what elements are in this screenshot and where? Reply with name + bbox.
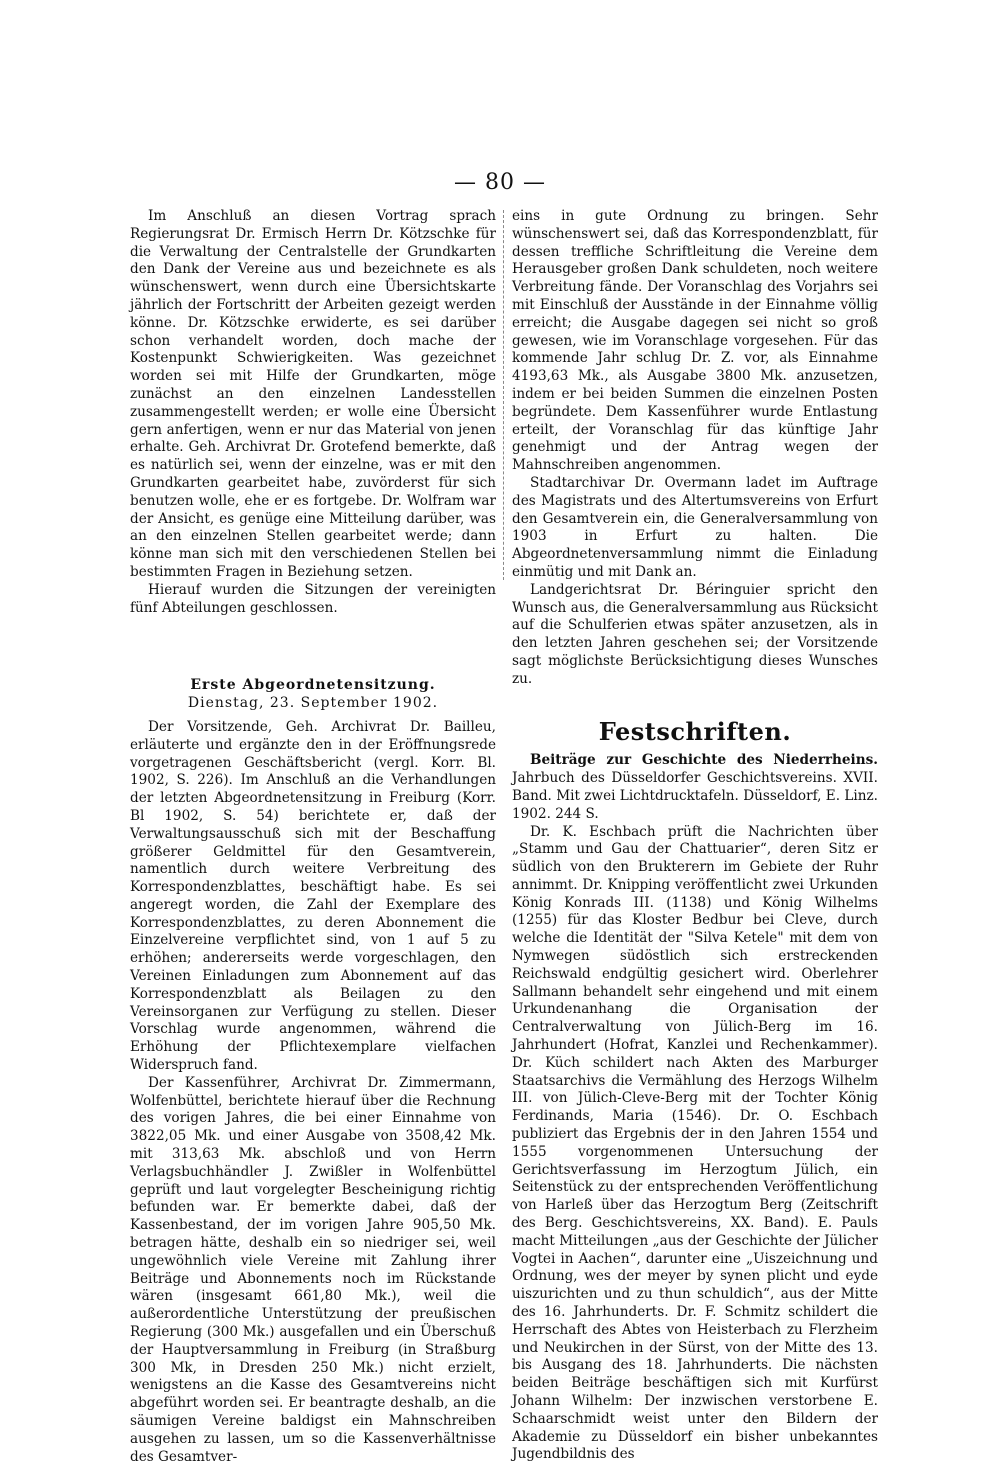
festschriften-heading: Festschriften. <box>598 716 792 746</box>
paragraph: Der Vorsitzende, Geh. Archivrat Dr. Bailleu, erläuterte und ergänzte den in der Eröffnungsrede vorgetragenen Geschäftsbericht (vergl. Korr. Bl. 1902, S. 226). Im Anschluß an die Verhandlungen der letzten Abgeordnetensitzung in Freiburg (Korr. Bl 1902, S. 54) berichtete er, daß der Verwaltungsausschuß sich mit der Beschaffung größerer Geldmittel für den Gesamtverein, namentlich durch weitere Verbreitung des Korrespondenzblattes, beschäftigt habe. Es sei angeregt worden, die Zahl der Exemplare des Korrespondenzblattes, zu deren Abonnement die Einzelvereine verpflichtet sind, von 1 auf 5 zu erhöhen; andererseits werde vorgeschlagen, den Vereinen Einladungen zum Abonnement auf das Korrespondenzblatt als Beilagen zu den Vereinsorganen zur Verfügung zu stellen. Dieser Vorschlag wurde angenommen, während die Erhöhung der Pflichtexemplare vielfachen Widerspruch fand. <box>130 718 496 1074</box>
paragraph: eins in gute Ordnung zu bringen. Sehr wünschenswert sei, daß das Korrespondenzblatt, für dessen treffliche Schriftleitung die Vereine dem Herausgeber großen Dank schuldeten, noch weitere Verbreitung fände. Der Voranschlag des Vorjahrs sei mit Einschluß der Ausstände in der Einnahme völlig erreicht; die Ausgabe dagegen sei nicht so groß gewesen, wie im Voranschlage vorgesehen. Für das kommende Jahr schlug Dr. Z. vor, als Einnahme 4193,63 Mk., als Ausgabe 3800 Mk. anzusetzen, indem er bei beiden Summen die einzelnen Posten begründete. Dem Kassenführer wurde Entlastung erteilt, der Voranschlag für das künftige Jahr genehmigt und der Antrag wegen der Mahnschreiben angenommen. <box>512 208 878 474</box>
paragraph: Der Kassenführer, Archivrat Dr. Zimmermann, Wolfenbüttel, berichtete hierauf über die Rechnung des vorigen Jahres, die bei einer Einnahme von 3822,05 Mk. und einer Ausgabe von 3508,42 Mk. mit 313,63 Mk. abschloß und von Herrn Verlagsbuchhändler J. Zwißler in Wolfenbüttel geprüft und laut vorgelegter Bescheinigung richtig befunden war. Er bemerkte dabei, daß der Kassenbestand, der im vorigen Jahre 905,50 Mk. betragen hätte, deshalb ein so niedriger sei, weil ungewöhnlich viele Vereine mit Zahlung ihrer Beiträge und Abonnements noch im Rückstande wären (insgesamt 661,80 Mk.), weil die außerordentliche Unterstützung der preußischen Regierung (300 Mk.) ausgefallen und ein Überschuß der Hauptversammlung in Freiburg (in Straßburg 300 Mk, in Dresden 250 Mk.) nicht erzielt, wenigstens an die Kasse des Gesamtvereins nicht abgeführt worden sei. Er beantragte deshalb, an die säumigen Vereine baldigst ein Mahnschreiben ausgehen zu lassen, um so die Kassenverhältnisse des Gesamtver- <box>130 1074 496 1465</box>
page-number: — 80 — <box>454 170 546 195</box>
paragraph: Dr. K. Eschbach prüft die Nachrichten über „Stamm und Gau der Chattuarier“, deren Sitz er südlich von den Brukterern im Gebiete der Ruhr annimmt. Dr. Knipping veröffentlicht zwei Urkunden König Konrads III. (1138) und König Wilhelms (1255) für das Kloster Bedbur bei Cleve, durch welche die Identität der "Silva Ketele" mit dem von Nymwegen südöstlich sich erstreckenden Reichswald endgültig gesichert wird. Oberlehrer Sallmann behandelt sehr eingehend und mit einem Urkundenanhang die Organisation der Centralverwaltung von Jülich-Berg im 16. Jahrhundert (Hofrat, Kanzlei und Rechenkammer). Dr. Küch schildert nach Akten des Marburger Staatsarchivs die Vermählung des Herzogs Wilhelm III. von Jülich-Cleve-Berg mit der Tochter König Ferdinands, Maria (1546). Dr. O. Eschbach publiziert das Ergebnis der in den Jahren 1554 und 1555 vorgenommenen Untersuchung der Gerichtsverfassung im Herzogtum Jülich, ein Seitenstück zu der entsprechenden Veröffentlichung von Harleß über das Herzogtum Berg (Zeitschrift des Berg. Geschichtsvereins, XX. Band). E. Pauls macht Mitteilungen „aus der Geschichte der Jülicher Vogtei in Aachen“, darunter eine „Uiszeichnung und Ordnung, wes der meyer by synen plicht und eyde uiszurichten und zu thun schuldich“, aus der Mitte des 16. Jahrhunderts. Dr. F. Schmitz schildert die Herrschaft des Abtes von Heisterbach zu Flerzheim und Neukirchen in der Sürst, von der Mitte des 13. bis Ausgang des 18. Jahrhunderts. Die nächsten beiden Beiträge beschäftigen sich mit Kurfürst Johann Wilhelm: Der inzwischen verstorbene E. Schaarschmidt weist unter den Bildern der Akademie zu Düsseldorf ein bisher unbekanntes Jugendbildnis des <box>512 823 878 1463</box>
column-divider <box>503 210 505 580</box>
paragraph: Im Anschluß an diesen Vortrag sprach Regierungsrat Dr. Ermisch Herrn Dr. Kötzschke für die Verwaltung der Centralstelle der Grundkarten den Dank der Vereine aus und bezeichnete es als wünschenswert, wenn durch eine Übersichtskarte jährlich der Fortschritt der Arbeiten gezeigt werden könne. Dr. Kötzschke erwiderte, es sei darüber schon verhandelt worden, doch mache der Kostenpunkt Schwierigkeiten. Was gezeichnet worden sei mit Hilfe der Grundkarten, möge zunächst an den einzelnen Landesstellen zusammengestellt werden; er wolle eine Übersicht gern anfertigen, wenn er nur das Material von jenen erhalte. Geh. Archivrat Dr. Grotefend bemerkte, daß es natürlich sei, wenn der einzelne, was er mit den Grundkarten gearbeitet habe, zuvörderst für sich benutzen wolle, ehe er es fortgebe. Dr. Wolfram war der Ansicht, es genüge eine Mitteilung darüber, was an den einzelnen Stellen gearbeitet werde; dann könne man sich mit den verschiedenen Stellen bei bestimmten Fragen in Beziehung setzen. <box>130 208 496 580</box>
section-heading: Erste Abgeordnetensitzung. <box>190 677 436 694</box>
bibliographic-entry <box>512 752 878 823</box>
paragraph: Landgerichtsrat Dr. Béringuier spricht den Wunsch aus, die Generalversammlung aus Rücksicht auf die Schulferien etwas später anzusetzen, als in den letzten Jahren geschehen sei; der Vorsitzende sagt möglichste Berücksichtigung dieses Wunsches zu. <box>512 581 878 687</box>
entry-title: Beiträge zur Geschichte des Niederrheins. <box>530 752 878 769</box>
entry-details: Jahrbuch des Düsseldorfer Geschichtsvereins. XVII. Band. Mit zwei Lichtdrucktafeln. Düsseldorf, E. Linz. 1902. 244 S. <box>512 770 878 822</box>
section-date: Dienstag, 23. September 1902. <box>187 695 439 712</box>
paragraph: Hierauf wurden die Sitzungen der vereinigten fünf Abteilungen geschlossen. <box>130 581 496 616</box>
right-column <box>512 208 878 1464</box>
paragraph: Stadtarchivar Dr. Overmann ladet im Auftrage des Magistrats und des Altertumsvereins von Erfurt den Gesamtverein ein, die Generalversammlung von 1903 in Erfurt zu halten. Die Abgeordnetenversammlung nimmt die Einladung einmütig und mit Dank an. <box>512 474 878 580</box>
left-column <box>130 208 496 1466</box>
